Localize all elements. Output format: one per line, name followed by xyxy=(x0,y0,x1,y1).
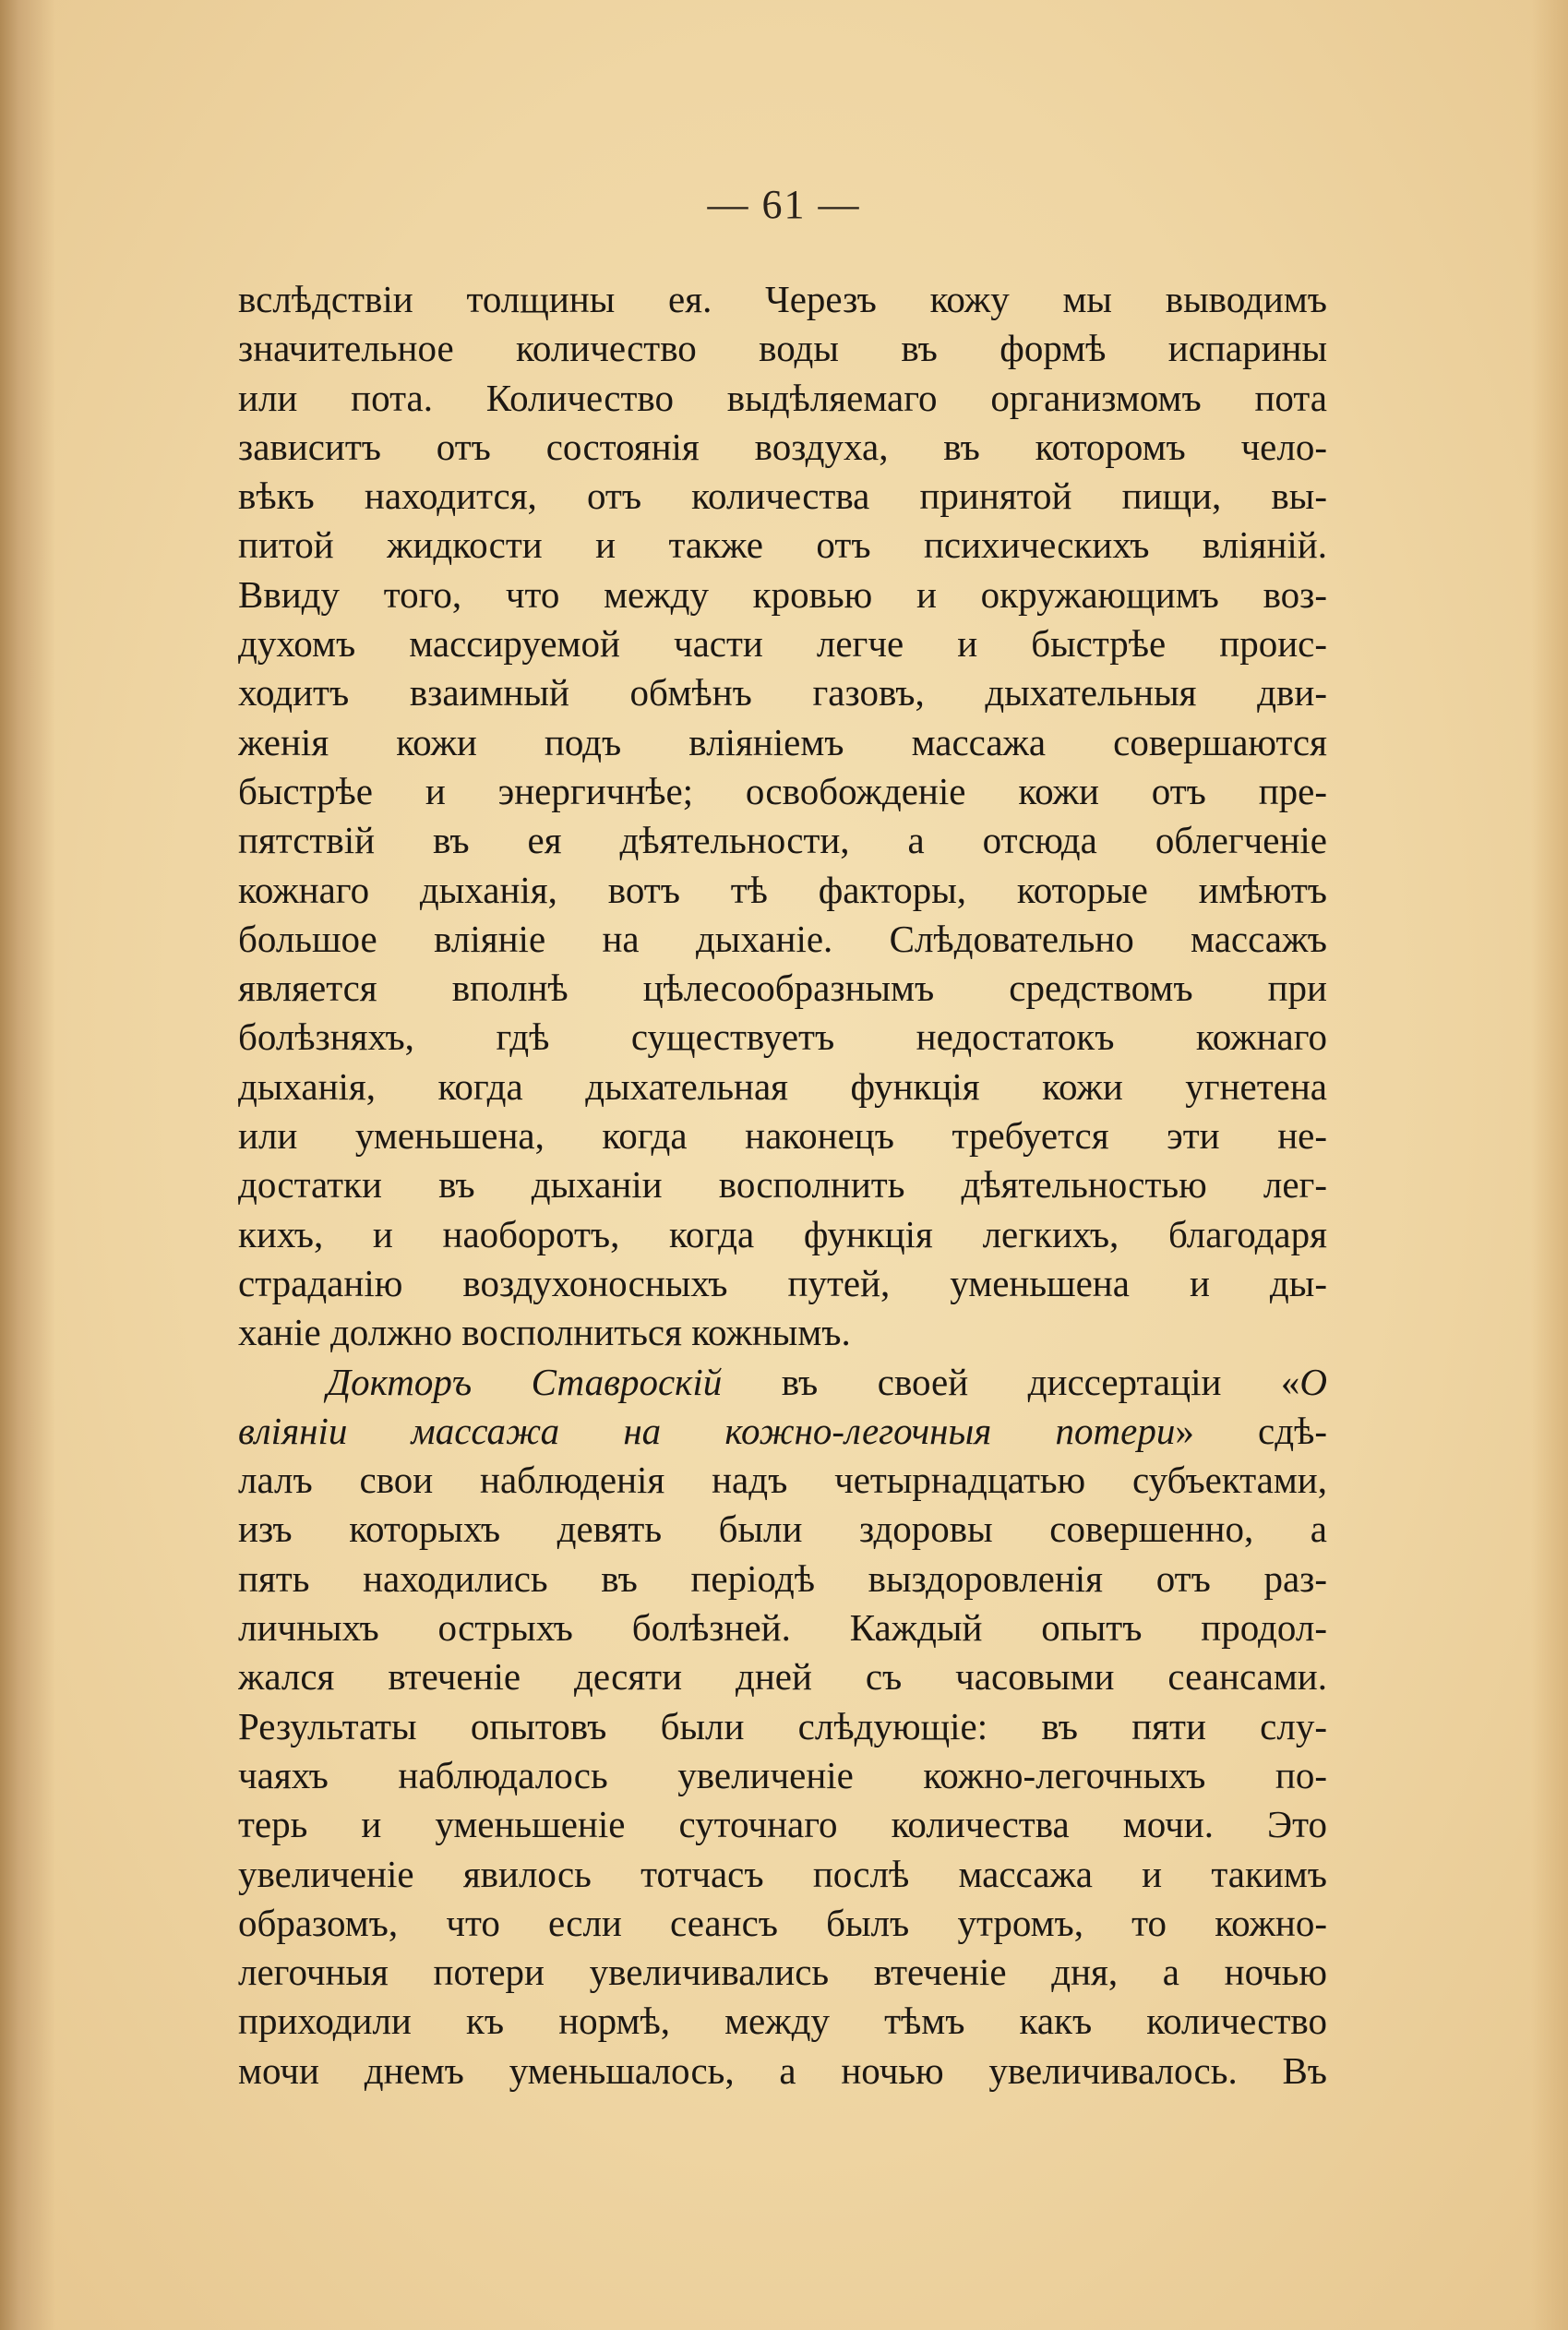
text-fragment: въ своей диссертаціи « xyxy=(722,1360,1300,1403)
text-line: вѣкъ находится, отъ количества принятой пищи, вы- xyxy=(238,474,1327,518)
text-line: духомъ массируемой части легче и быстрѣе проис- xyxy=(238,622,1327,666)
body-text xyxy=(238,275,1327,2096)
text-line: приходили къ нормѣ, между тѣмъ какъ количество xyxy=(238,2000,1327,2043)
dissertation-title-start: О xyxy=(1299,1360,1327,1403)
text-line: лалъ свои наблюденія надъ четырнадцатью субъектами, xyxy=(238,1459,1327,1502)
text-line: женія кожи подъ вліяніемъ массажа совершаются xyxy=(238,720,1327,763)
text-line: быстрѣе и энергичнѣе; освобожденіе кожи отъ пре- xyxy=(238,769,1327,812)
text-line: страданію воздухоносныхъ путей, уменьшена и ды- xyxy=(238,1261,1327,1304)
text-line: изъ которыхъ девять были здоровы совершенно, а xyxy=(238,1507,1327,1551)
text-line: или пота. Количество выдѣляемаго организмомъ пота xyxy=(238,376,1327,419)
text-line: личныхъ острыхъ болѣзней. Каждый опытъ продол- xyxy=(238,1606,1327,1650)
text-line: вслѣдствіи толщины ея. Черезъ кожу мы выводимъ xyxy=(238,278,1327,320)
text-line: зависитъ отъ состоянія воздуха, въ которомъ чело- xyxy=(238,425,1327,468)
text-line xyxy=(238,1358,1327,1407)
text-line: кожнаго дыханія, вотъ тѣ факторы, которые имѣютъ xyxy=(238,868,1327,911)
text-line: легочныя потери увеличивались втеченіе дня, а ночью xyxy=(238,1951,1327,1994)
text-line: Результаты опытовъ были слѣдующіе: въ пяти слу- xyxy=(238,1704,1327,1748)
text-line: значительное количество воды въ формѣ испарины xyxy=(238,327,1327,370)
paragraph-2 xyxy=(238,1358,1327,2096)
text-line: дыханія, когда дыхательная функція кожи угнетена xyxy=(238,1064,1327,1108)
text-line: большое вліяніе на дыханіе. Слѣдовательно массажъ xyxy=(238,917,1327,960)
author-name: Докторъ Ставроскій xyxy=(327,1360,723,1403)
page-edge xyxy=(1531,0,1568,2330)
page-number: — 61 — xyxy=(707,182,861,227)
text-line xyxy=(238,1407,1327,1456)
text-line: чаяхъ наблюдалось увеличеніе кожно-легочныхъ по- xyxy=(238,1753,1327,1796)
text-line: пятствій въ ея дѣятельности, а отсюда облегченіе xyxy=(238,819,1327,862)
paragraph-1 xyxy=(238,275,1327,1358)
text-line: или уменьшена, когда наконецъ требуется эти не- xyxy=(238,1114,1327,1158)
text-fragment: » сдѣ- xyxy=(1175,1409,1327,1452)
text-line: болѣзняхъ, гдѣ существуетъ недостатокъ кожнаго xyxy=(238,1015,1327,1059)
dissertation-title: вліяніи массажа на кожно-легочныя потери xyxy=(238,1409,1176,1452)
text-line: ходитъ взаимный обмѣнъ газовъ, дыхательныя дви- xyxy=(238,671,1327,715)
text-line: ханіе должно восполниться кожнымъ. xyxy=(238,1311,851,1354)
text-line: достатки въ дыханіи восполнить дѣятельностью лег- xyxy=(238,1163,1327,1207)
text-line: жался втеченіе десяти дней съ часовыми сеансами. xyxy=(238,1655,1327,1699)
binding-shadow xyxy=(0,0,55,2330)
text-line: питой жидкости и также отъ психическихъ вліяній. xyxy=(238,523,1327,567)
text-line: пять находились въ періодѣ выздоровленія отъ раз- xyxy=(238,1556,1327,1600)
text-line: Ввиду того, что между кровью и окружающимъ воз- xyxy=(238,572,1327,616)
text-line: мочи днемъ уменьшалось, а ночью увеличивалось. Въ xyxy=(238,2048,1327,2092)
text-line: увеличеніе явилось тотчасъ послѣ массажа и такимъ xyxy=(238,1852,1327,1895)
text-line: кихъ, и наоборотъ, когда функція легкихъ, благодаря xyxy=(238,1212,1327,1255)
text-line: образомъ, что если сеансъ былъ утромъ, то кожно- xyxy=(238,1901,1327,1944)
text-line: является вполнѣ цѣлесообразнымъ средствомъ при xyxy=(238,967,1327,1010)
text-line: терь и уменьшеніе суточнаго количества мочи. Это xyxy=(238,1803,1327,1846)
